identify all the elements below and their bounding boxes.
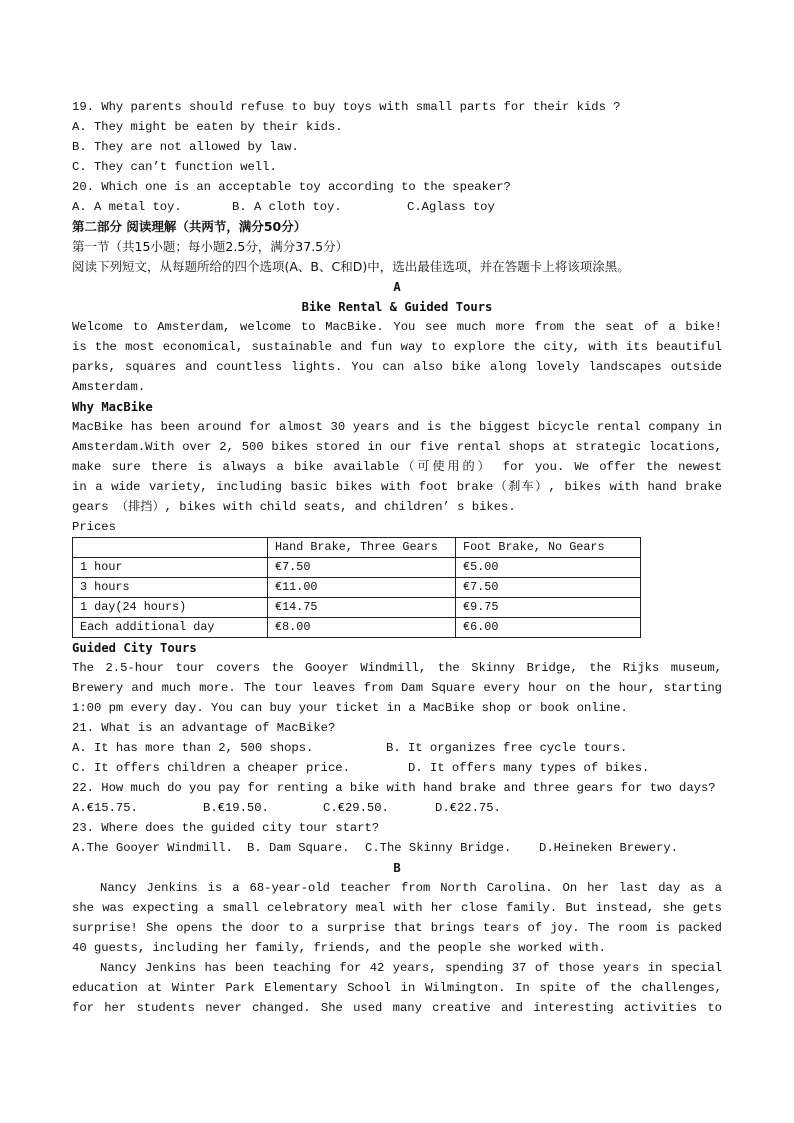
table-row — [73, 598, 641, 618]
passage-line: Nancy Jenkins has been teaching for 42 years, spending 37 of those years in special — [100, 961, 722, 975]
passage-line: is the most economical, sustainable and fun way to explore the city, with its beautiful — [72, 340, 722, 354]
passage-a-letter: A — [393, 280, 401, 294]
passage-line: Brewery and much more. The tour leaves from Dam Square every hour on the hour, starting — [72, 681, 722, 695]
prices-table — [72, 537, 641, 638]
why-macbike-heading: Why MacBike — [72, 400, 153, 414]
question-22-option-a: A.€15.75. — [72, 801, 138, 815]
passage-line: in a wide variety, including basic bikes with foot brake（刹车）, bikes with hand brake — [72, 480, 722, 494]
table-header-cell: Hand Brake, Three Gears — [268, 538, 456, 558]
question-20-option-a: A. A metal toy. — [72, 200, 182, 214]
question-21-options-row-2 — [72, 758, 722, 778]
question-21-option-a: A. It has more than 2, 500 shops. — [72, 741, 314, 755]
passage-b-paragraph-2 — [72, 958, 722, 1018]
question-23-option-b: B. Dam Square. — [247, 841, 350, 855]
passage-line: education at Winter Park Elementary School in Wilmington. In spite of the challenges, — [72, 981, 722, 995]
prices-label: Prices — [72, 520, 116, 534]
passage-a-title: Bike Rental & Guided Tours — [301, 300, 493, 314]
table-cell: €8.00 — [268, 618, 456, 638]
table-cell: 1 day(24 hours) — [73, 598, 268, 618]
passage-line: parks, squares and countless lights. You can also bike along lovely landscapes outside — [72, 360, 722, 374]
question-23-stem: 23. Where does the guided city tour start? — [72, 821, 380, 835]
question-20-option-b: B. A cloth toy. — [232, 200, 342, 214]
passage-line: she was expecting a small celebratory meal with her close family. But instead, she gets — [72, 901, 722, 915]
table-cell: Each additional day — [73, 618, 268, 638]
question-20-stem: 20. Which one is an acceptable toy according to the speaker? — [72, 180, 511, 194]
table-cell: €9.75 — [456, 598, 641, 618]
question-20-options — [72, 197, 722, 217]
passage-line: Nancy Jenkins is a 68-year-old teacher from North Carolina. On her last day as a — [100, 881, 722, 895]
question-23-option-a: A.The Gooyer Windmill. — [72, 841, 233, 855]
passage-b-letter: B — [393, 861, 401, 875]
table-cell: €7.50 — [268, 558, 456, 578]
section-1-title: 第一节（共15小题；每小题2.5分，满分37.5分） — [72, 239, 349, 254]
passage-line: gears （排挡）, bikes with child seats, and children’ s bikes. — [72, 500, 516, 514]
question-23-option-d: D.Heineken Brewery. — [539, 841, 678, 855]
question-19-stem: 19. Why parents should refuse to buy toys with small parts for their kids ? — [72, 100, 621, 114]
question-22-stem: 22. How much do you pay for renting a bike with hand brake and three gears for two days? — [72, 781, 716, 795]
question-21-stem: 21. What is an advantage of MacBike? — [72, 721, 336, 735]
table-cell: 3 hours — [73, 578, 268, 598]
table-row — [73, 558, 641, 578]
passage-line: MacBike has been around for almost 30 years and is the biggest bicycle rental company in — [72, 420, 722, 434]
why-macbike-text — [72, 417, 722, 517]
guided-tours-text — [72, 658, 722, 718]
table-cell: €6.00 — [456, 618, 641, 638]
table-cell: €11.00 — [268, 578, 456, 598]
table-header-row — [73, 538, 641, 558]
passage-line: Amsterdam. — [72, 380, 146, 394]
guided-tours-heading: Guided City Tours — [72, 641, 197, 655]
question-19-option-b: B. They are not allowed by law. — [72, 140, 299, 154]
question-21-option-c: C. It offers children a cheaper price. — [72, 761, 350, 775]
passage-b-paragraph-1 — [72, 878, 722, 958]
question-21-option-d: D. It offers many types of bikes. — [408, 761, 650, 775]
table-header-cell: Foot Brake, No Gears — [456, 538, 641, 558]
reading-instruction: 阅读下列短文，从每题所给的四个选项(A、B、C和D)中，选出最佳选项，并在答题卡上将该项涂黑。 — [72, 259, 630, 274]
question-21-options-row-1 — [72, 738, 722, 758]
passage-line: Amsterdam.With over 2, 500 bikes stored in our five rental shops at strategic locations, — [72, 440, 722, 454]
question-23-option-c: C.The Skinny Bridge. — [365, 841, 512, 855]
question-22-options — [72, 798, 722, 818]
table-cell: 1 hour — [73, 558, 268, 578]
question-19-option-a: A. They might be eaten by their kids. — [72, 120, 343, 134]
passage-line: 1:00 pm every day. You can buy your ticket in a MacBike shop or book online. — [72, 701, 628, 715]
table-cell: €14.75 — [268, 598, 456, 618]
table-header-cell — [73, 538, 268, 558]
table-row — [73, 618, 641, 638]
question-22-option-d: D.€22.75. — [435, 801, 501, 815]
question-22-option-c: C.€29.50. — [323, 801, 389, 815]
table-row — [73, 578, 641, 598]
question-23-options — [72, 838, 722, 858]
passage-line: The 2.5-hour tour covers the Gooyer Windmill, the Skinny Bridge, the Rijks museum, — [72, 661, 722, 675]
passage-line: surprise! She opens the door to a surprise that brings tears of joy. The room is packed — [72, 921, 722, 935]
passage-line: make sure there is always a bike available（可使用的） for you. We offer the newest — [72, 460, 722, 474]
table-cell: €7.50 — [456, 578, 641, 598]
passage-line: for her students never changed. She used many creative and interesting activities to — [72, 1001, 722, 1015]
question-22-option-b: B.€19.50. — [203, 801, 269, 815]
exam-page — [72, 97, 722, 1018]
passage-a-intro — [72, 317, 722, 397]
question-21-option-b: B. It organizes free cycle tours. — [386, 741, 628, 755]
passage-line: Welcome to Amsterdam, welcome to MacBike. You see much more from the seat of a bike! — [72, 320, 722, 334]
part-2-title: 第二部分 阅读理解（共两节，满分50分） — [72, 219, 307, 234]
table-cell: €5.00 — [456, 558, 641, 578]
passage-line: 40 guests, including her family, friends, and the people she worked with. — [72, 941, 606, 955]
question-19-option-c: C. They can’t function well. — [72, 160, 277, 174]
question-20-option-c: C.Aglass toy — [407, 200, 495, 214]
